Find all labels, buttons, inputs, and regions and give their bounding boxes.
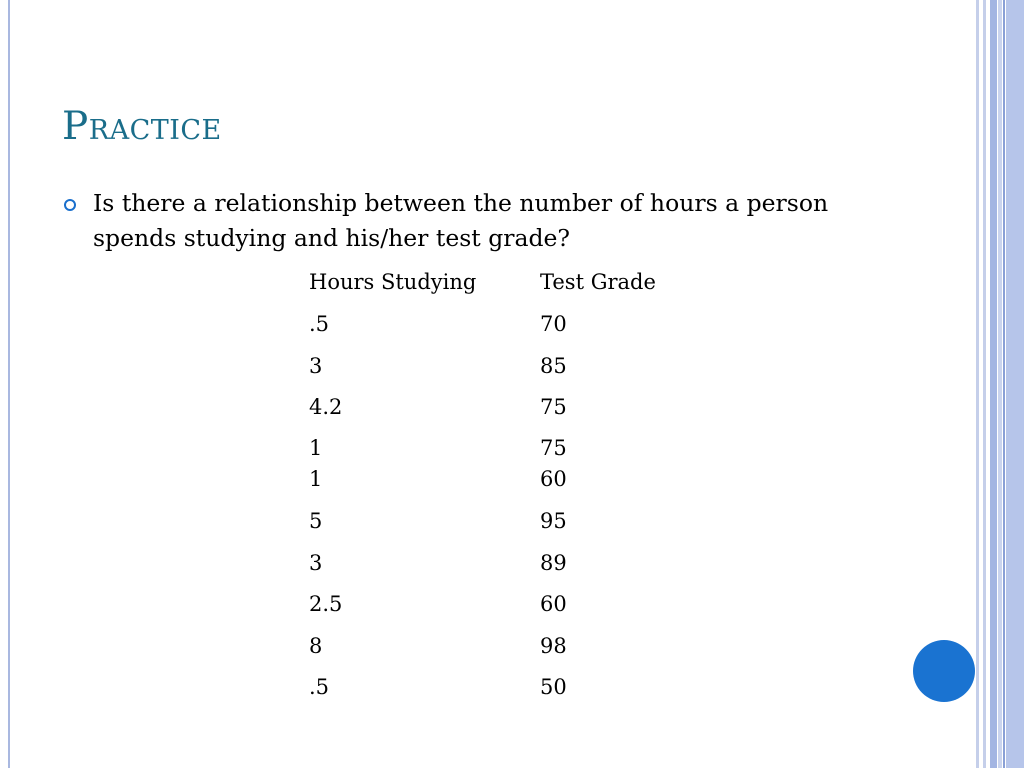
header-test-grade: Test Grade (540, 270, 656, 294)
grade-cell: 50 (540, 675, 567, 699)
bullet-circle-icon (64, 199, 76, 211)
hours-cell: 8 (309, 634, 323, 658)
slide-title: Practice (62, 104, 222, 149)
grade-cell: 70 (540, 312, 567, 336)
hours-cell: 5 (309, 509, 323, 533)
grade-cell: 60 (540, 592, 567, 616)
grade-cell: 89 (540, 551, 567, 575)
hours-cell: 4.2 (309, 395, 343, 419)
grade-cell: 85 (540, 354, 567, 378)
hours-cell: 3 (309, 551, 323, 575)
decorative-stripe (1003, 0, 1005, 768)
left-border-line (8, 0, 10, 768)
decorative-stripe (990, 0, 997, 768)
decorative-stripe (1006, 0, 1024, 768)
hours-cell: 1 (309, 467, 323, 491)
bullet-text: Is there a relationship between the number of hours a person spends studying and his/her test grade? (93, 189, 829, 252)
hours-cell: 2.5 (309, 592, 343, 616)
header-hours-studying: Hours Studying (309, 270, 477, 294)
decorative-stripe (998, 0, 1002, 768)
decorative-stripe (976, 0, 979, 768)
hours-cell: .5 (309, 312, 330, 336)
hours-cell: 3 (309, 354, 323, 378)
grade-cell: 98 (540, 634, 567, 658)
grade-cell: 95 (540, 509, 567, 533)
hours-cell: 1 (309, 436, 323, 460)
hours-cell: .5 (309, 675, 330, 699)
decorative-circle (913, 640, 975, 702)
grade-cell: 75 (540, 395, 567, 419)
decorative-stripe (983, 0, 986, 768)
grade-cell: 60 (540, 467, 567, 491)
grade-cell: 75 (540, 436, 567, 460)
